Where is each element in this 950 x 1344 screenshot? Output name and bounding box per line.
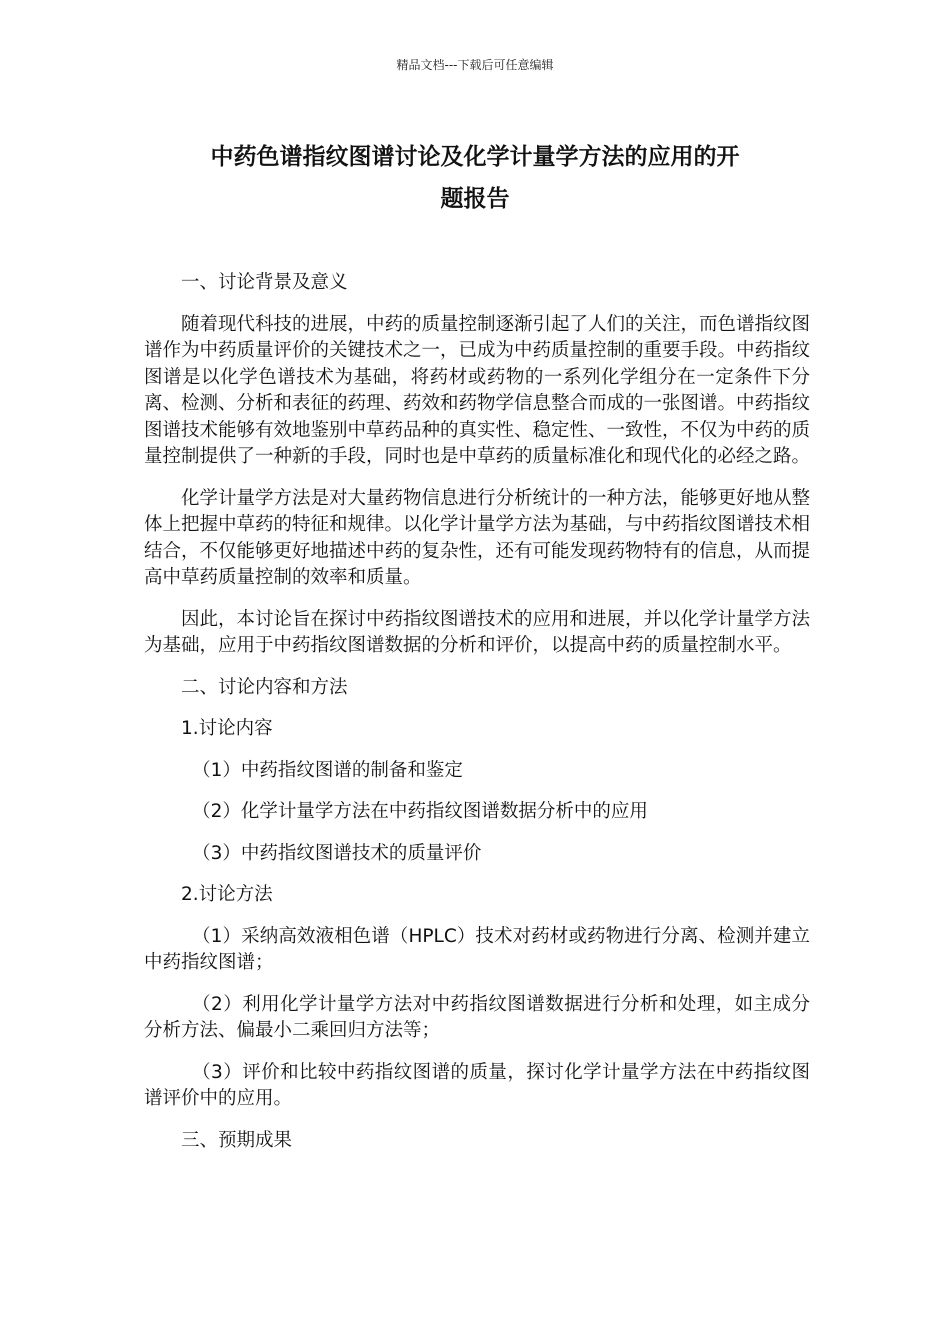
content-item-1: （1）中药指纹图谱的制备和鉴定 [192,759,463,781]
method-item-2: （2）利用化学计量学方法对中药指纹图谱数据进行分析和处理，如主成分分析方法、偏最小二乘回归方法等； [144,993,810,1041]
subheading-content: 1.讨论内容 [181,718,273,739]
section-heading-background: 一、讨论背景及意义 [181,272,348,293]
background-paragraph-3: 因此，本讨论旨在探讨中药指纹图谱技术的应用和进展，并以化学计量学方法为基础，应用于中药指纹图谱数据的分析和评价，以提高中药的质量控制水平。 [144,608,811,656]
document-title [140,136,810,220]
section-heading-expected-results: 三、预期成果 [181,1129,293,1151]
method-item-1: （1）采纳高效液相色谱（HPLC）技术对药材或药物进行分离、检测并建立中药指纹图谱； [144,925,810,973]
method-item-3: （3）评价和比较中药指纹图谱的质量，探讨化学计量学方法在中药指纹图谱评价中的应用。 [144,1061,810,1109]
document-title-line-1: 中药色谱指纹图谱讨论及化学计量学方法的应用的开 [210,144,740,170]
page-header-note: 精品文档---下载后可任意编辑 [396,58,554,72]
background-paragraph-1: 随着现代科技的进展，中药的质量控制逐渐引起了人们的关注，而色谱指纹图谱作为中药质量评价的关键技术之一，已成为中药质量控制的重要手段。中药指纹图谱是以化学色谱技术为基础，将药材或药物的一系列化学组分在一定条件下分离、检测、分析和表征的药理、药效和药物学信息整合而成的一张图谱。中药指纹图谱技术能够有效地鉴别中草药品种的真实性、稳定性、一致性，不仅为中药的质量控制提供了一种新的手段，同时也是中草药的质量标准化和现代化的必经之路。 [144,313,811,467]
background-paragraph-2: 化学计量学方法是对大量药物信息进行分析统计的一种方法，能够更好地从整体上把握中草药的特征和规律。以化学计量学方法为基础，与中药指纹图谱技术相结合，不仅能够更好地描述中药的复杂性，还有可能发现药物特有的信息，从而提高中草药质量控制的效率和质量。 [144,487,811,588]
section-heading-content-method: 二、讨论内容和方法 [181,676,348,698]
content-item-2: （2）化学计量学方法在中药指纹图谱数据分析中的应用 [192,801,648,822]
content-item-3: （3）中药指纹图谱技术的质量评价 [192,842,482,864]
document-body [144,270,810,1169]
subheading-method: 2.讨论方法 [181,884,273,905]
document-title-line-2: 题报告 [440,186,510,212]
